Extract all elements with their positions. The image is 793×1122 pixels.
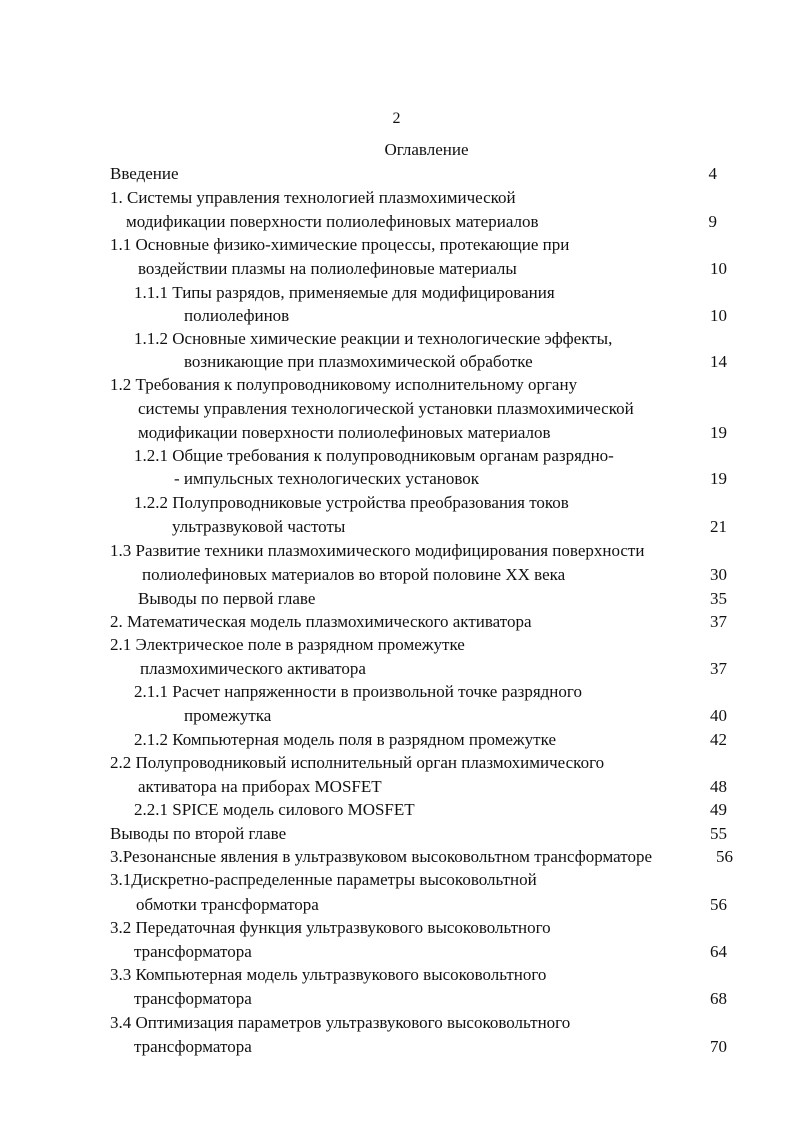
- toc-entry-page-number: 10: [710, 259, 727, 278]
- toc-entry-title: 2.2 Полупроводниковый исполнительный орган плазмохимического: [110, 753, 605, 772]
- toc-entry-title-continued: воздействии плазмы на полиолефиновые материалы: [138, 259, 517, 278]
- toc-entry-title: 1.2 Требования к полупроводниковому исполнительному органу: [110, 375, 578, 394]
- toc-entry-page-number: 9: [708, 212, 717, 231]
- toc-entry-page-number: 48: [710, 777, 727, 796]
- toc-entry-page-number: 68: [710, 989, 727, 1008]
- toc-entry-page-number: 49: [710, 800, 727, 819]
- toc-entry-page-number: 56: [716, 847, 733, 866]
- toc-entry-title: 2.1.1 Расчет напряженности в произвольной точке разрядного: [134, 682, 582, 701]
- toc-entry-page-number: 35: [710, 589, 727, 608]
- toc-entry-title: 3.4 Оптимизация параметров ультразвукового высоковольтного: [110, 1013, 571, 1032]
- toc-entry-page-number: 4: [708, 164, 717, 183]
- toc-entry-page-number: 70: [710, 1037, 727, 1056]
- toc-entry-title: 3.2 Передаточная функция ультразвукового высоковольтного: [110, 918, 551, 937]
- toc-entry-title-continued: полиолефиновых материалов во второй половине XX века: [142, 565, 566, 584]
- toc-entry-page-number: 30: [710, 565, 727, 584]
- toc-entry-title: 1.2.2 Полупроводниковые устройства преобразования токов: [134, 493, 569, 512]
- toc-entry-title: 3.Резонансные явления в ультразвуковом высоковольтном трансформаторе: [110, 847, 652, 866]
- toc-entry-page-number: 37: [710, 659, 727, 678]
- toc-entry-title-continued: трансформатора: [134, 989, 252, 1008]
- toc-entry-title: 1.3 Развитие техники плазмохимического модифицирования поверхности: [110, 541, 645, 560]
- toc-entry-title: 2. Математическая модель плазмохимического активатора: [110, 612, 532, 631]
- toc-entry-title-continued: полиолефинов: [184, 306, 290, 325]
- toc-entry-title: 1.1.2 Основные химические реакции и технологические эффекты,: [134, 329, 613, 348]
- toc-entry-title-continued: активатора на приборах MOSFET: [138, 777, 382, 796]
- toc-entry-title: 2.1.2 Компьютерная модель поля в разрядном промежутке: [134, 730, 556, 749]
- toc-entry-title-continued: трансформатора: [134, 1037, 252, 1056]
- page-number: 2: [392, 110, 401, 127]
- toc-entry-title: Выводы по второй главе: [110, 824, 287, 843]
- toc-entry-page-number: 55: [710, 824, 727, 843]
- toc-entry-title: 1.1.1 Типы разрядов, применяемые для модифицирования: [134, 283, 555, 302]
- toc-entry-page-number: 21: [710, 517, 727, 536]
- toc-entry-title: 2.2.1 SPICE модель силового MOSFET: [134, 800, 415, 819]
- toc-entry-page-number: 42: [710, 730, 727, 749]
- toc-entry-title-continued: обмотки трансформатора: [136, 895, 319, 914]
- toc-entry-page-number: 37: [710, 612, 727, 631]
- toc-entry-title-continued: модификации поверхности полиолефиновых материалов: [126, 212, 539, 231]
- toc-entry-title: Выводы по первой главе: [138, 589, 316, 608]
- toc-entry-page-number: 56: [710, 895, 727, 914]
- toc-entry-page-number: 64: [710, 942, 727, 961]
- toc-entry-page-number: 10: [710, 306, 727, 325]
- toc-entry-title: Введение: [110, 164, 179, 183]
- toc-entry-title-continued: промежутка: [184, 706, 272, 725]
- toc-entry-page-number: 19: [710, 423, 727, 442]
- toc-entry-title: 1. Системы управления технологией плазмохимической: [110, 188, 516, 207]
- toc-entry-title: 3.3 Компьютерная модель ультразвукового высоковольтного: [110, 965, 547, 984]
- toc-entry-page-number: 14: [710, 352, 727, 371]
- toc-entry-title: 3.1Дискретно-распределенные параметры высоковольтной: [110, 870, 537, 889]
- toc-title: Оглавление: [384, 140, 469, 159]
- toc-entry-page-number: 40: [710, 706, 727, 725]
- toc-entry-title-continued: системы управления технологической установки плазмохимической: [138, 399, 634, 418]
- toc-entry-title-continued: трансформатора: [134, 942, 252, 961]
- toc-entry-title-continued: плазмохимического активатора: [140, 659, 366, 678]
- toc-entry-title: 1.2.1 Общие требования к полупроводниковым органам разрядно-: [134, 446, 614, 465]
- toc-entry-title: 2.1 Электрическое поле в разрядном промежутке: [110, 635, 465, 654]
- toc-entry-title-continued: ультразвуковой частоты: [172, 517, 346, 536]
- toc-entry-title-continued: возникающие при плазмохимической обработке: [184, 352, 533, 371]
- toc-entry-page-number: 19: [710, 469, 727, 488]
- toc-entry-title: 1.1 Основные физико-химические процессы, протекающие при: [110, 235, 570, 254]
- toc-entry-title-continued: модификации поверхности полиолефиновых материалов: [138, 423, 551, 442]
- toc-entry-title-continued: - импульсных технологических установок: [174, 469, 480, 488]
